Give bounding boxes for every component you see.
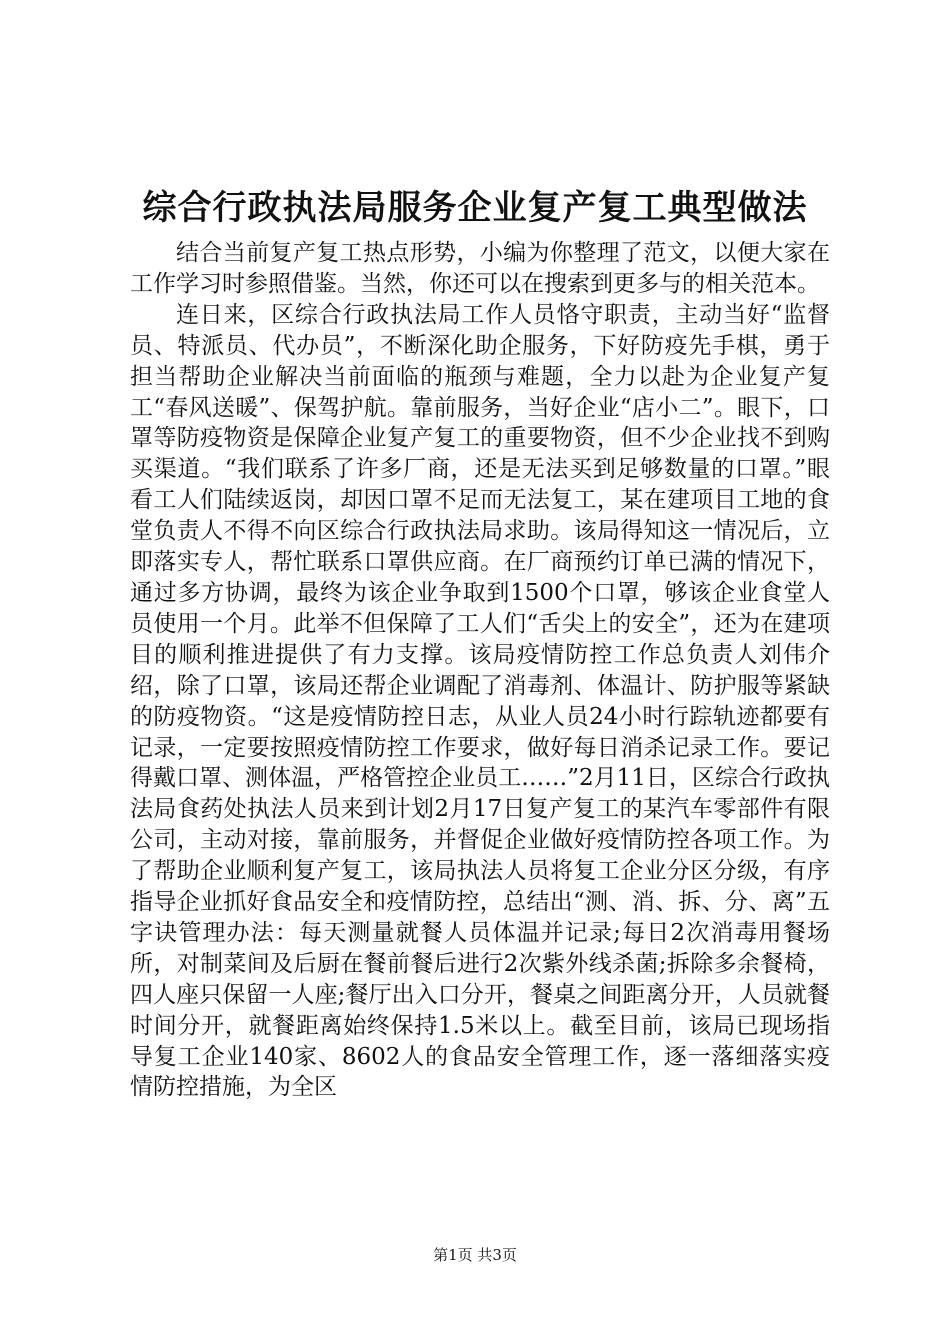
document-title: 综合行政执法局服务企业复产复工典型做法 xyxy=(142,188,808,228)
main-paragraph: 连日来，区综合行政执法局工作人员恪守职责，主动当好“监督员、特派员、代办员”，不断深化助企服务，下好防疫先手棋，勇于担当帮助企业解决当前面临的瓶颈与难题，全力以赴为企业复产复工“春风送暖”、保驾护航。靠前服务，当好企业“店小二”。眼下，口罩等防疫物资是保障企业复产复工的重要物资，但不少企业找不到购买渠道。“我们联系了许多厂商，还是无法买到足够数量的口罩。”眼看工人们陆续返岗，却因口罩不足而无法复工，某在建项目工地的食堂负责人不得不向区综合行政执法局求助。该局得知这一情况后，立即落实专人，帮忙联系口罩供应商。在厂商预约订单已满的情况下，通过多方协调，最终为该企业争取到1500个口罩，够该企业食堂人员使用一个月。此举不但保障了工人们“舌尖上的安全”，还为在建项目的顺利推进提供了有力支撑。该局疫情防控工作总负责人刘伟介绍，除了口罩，该局还帮企业调配了消毒剂、体温计、防护服等紧缺的防疫物资。“这是疫情防控日志，从业人员24小时行踪轨迹都要有记录，一定要按照疫情防控工作要求，做好每日消杀记录工作。要记得戴口罩、测体温，严格管控企业员工……”2月11日，区综合行政执法局食药处执法人员来到计划2月17日复产复工的某汽车零部件有限公司，主动对接，靠前服务，并督促企业做好疫情防控各项工作。为了帮助企业顺利复产复工，该局执法人员将复工企业分区分级，有序指导企业抓好食品安全和疫情防控，总结出“测、消、拆、分、离”五字诀管理办法：每天测量就餐人员体温并记录;每日2次消毒用餐场所，对制菜间及后厨在餐前餐后进行2次紫外线杀菌;拆除多余餐椅，四人座只保留一人座;餐厅出入口分开，餐桌之间距离分开，人员就餐时间分开，就餐距离始终保持1.5米以上。截至目前，该局已现场指导复工企业140家、8602人的食品安全管理工作，逐一落细落实疫情防控措施，为全区 xyxy=(130,301,830,1101)
page-number: 第1页 共3页 xyxy=(433,1246,517,1264)
intro-paragraph: 结合当前复产复工热点形势，小编为你整理了范文，以便大家在工作学习时参照借鉴。当然，你还可以在搜索到更多与的相关范本。 xyxy=(130,240,830,297)
document-body xyxy=(130,238,830,1103)
